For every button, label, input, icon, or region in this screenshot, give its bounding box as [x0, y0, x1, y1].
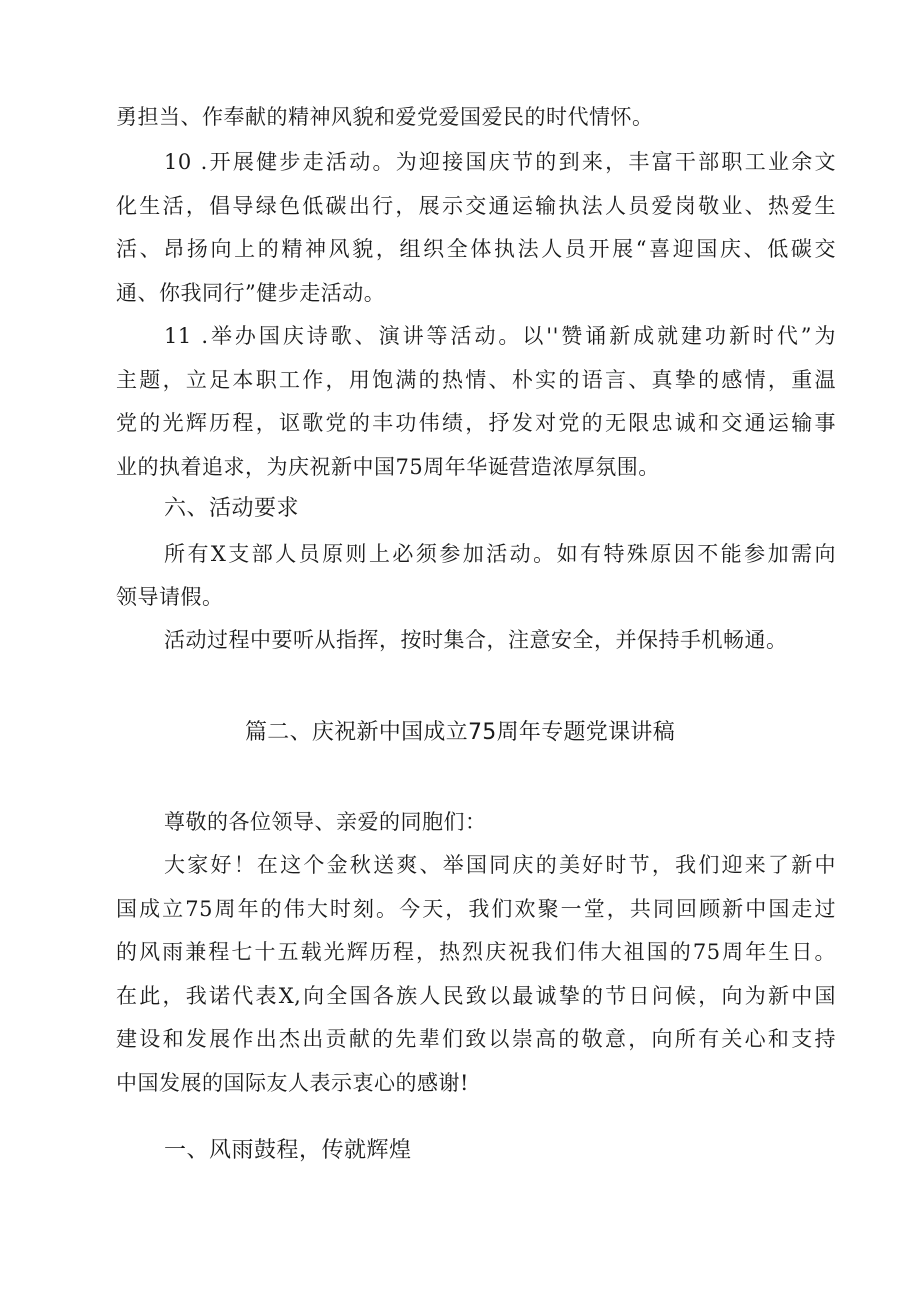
- section-heading-1: 一、风雨鼓程，传就辉煌: [164, 1138, 412, 1163]
- paragraph-10-line: 10 .开展健步走活动。为迎接国庆节的到来，丰富干部职工业余文: [164, 150, 836, 174]
- salutation: 尊敬的各位领导、亲爱的同胞们：: [164, 810, 487, 834]
- paragraph-line: 勇担当、作奉献的精神风貌和爱党爱国爱民的时代情怀。: [116, 105, 654, 129]
- greeting-line: 国成立75周年的伟大时刻。今天，我们欢聚一堂，共同回顾新中国走过: [116, 897, 836, 921]
- greeting-line: 中国发展的国际友人表示衷心的感谢!: [116, 1071, 469, 1095]
- paragraph-11-line: 业的执着追求，为庆祝新中国75周年华诞营造浓厚氛围。: [116, 455, 660, 479]
- paragraph-10-line: 活、昂扬向上的精神风貌，组织全体执法人员开展“喜迎国庆、低碳交: [116, 237, 836, 261]
- greeting-line: 建设和发展作出杰出贡献的先辈们致以崇高的敬意，向所有关心和支持: [116, 1027, 836, 1051]
- greeting-line: 大家好！在这个金秋送爽、举国同庆的美好时节，我们迎来了新中: [164, 853, 836, 877]
- paragraph-10-line: 通、你我同行”健步走活动。: [116, 281, 386, 305]
- section-heading-requirements: 六、活动要求: [164, 496, 300, 521]
- greeting-line: 的风雨兼程七十五载光辉历程，热烈庆祝我们伟大祖国的75周年生日。: [116, 940, 836, 964]
- greeting-line: 在此，我诺代表X,向全国各族人民致以最诚挚的节日问候，向为新中国: [116, 984, 836, 1008]
- paragraph-11-line: 主题，立足本职工作，用饱满的热情、朴实的语言、真挚的感情，重温: [116, 368, 836, 392]
- requirement-line: 所有X支部人员原则上必须参加活动。如有特殊原因不能参加需向: [164, 542, 836, 566]
- requirement-line: 活动过程中要听从指挥，按时集合，注意安全，并保持手机畅通。: [164, 628, 788, 652]
- paragraph-10-line: 化生活，倡导绿色低碳出行，展示交通运输执法人员爱岗敬业、热爱生: [116, 194, 836, 218]
- paragraph-11-line: 党的光辉历程，讴歌党的丰功伟绩，抒发对党的无限忠诚和交通运输事: [116, 411, 836, 435]
- page-title: 篇二、庆祝新中国成立75周年专题党课讲稿: [245, 720, 675, 745]
- requirement-line: 领导请假。: [116, 585, 224, 609]
- paragraph-11-line: 11 .举办国庆诗歌、演讲等活动。以''赞诵新成就建功新时代”为: [164, 324, 836, 348]
